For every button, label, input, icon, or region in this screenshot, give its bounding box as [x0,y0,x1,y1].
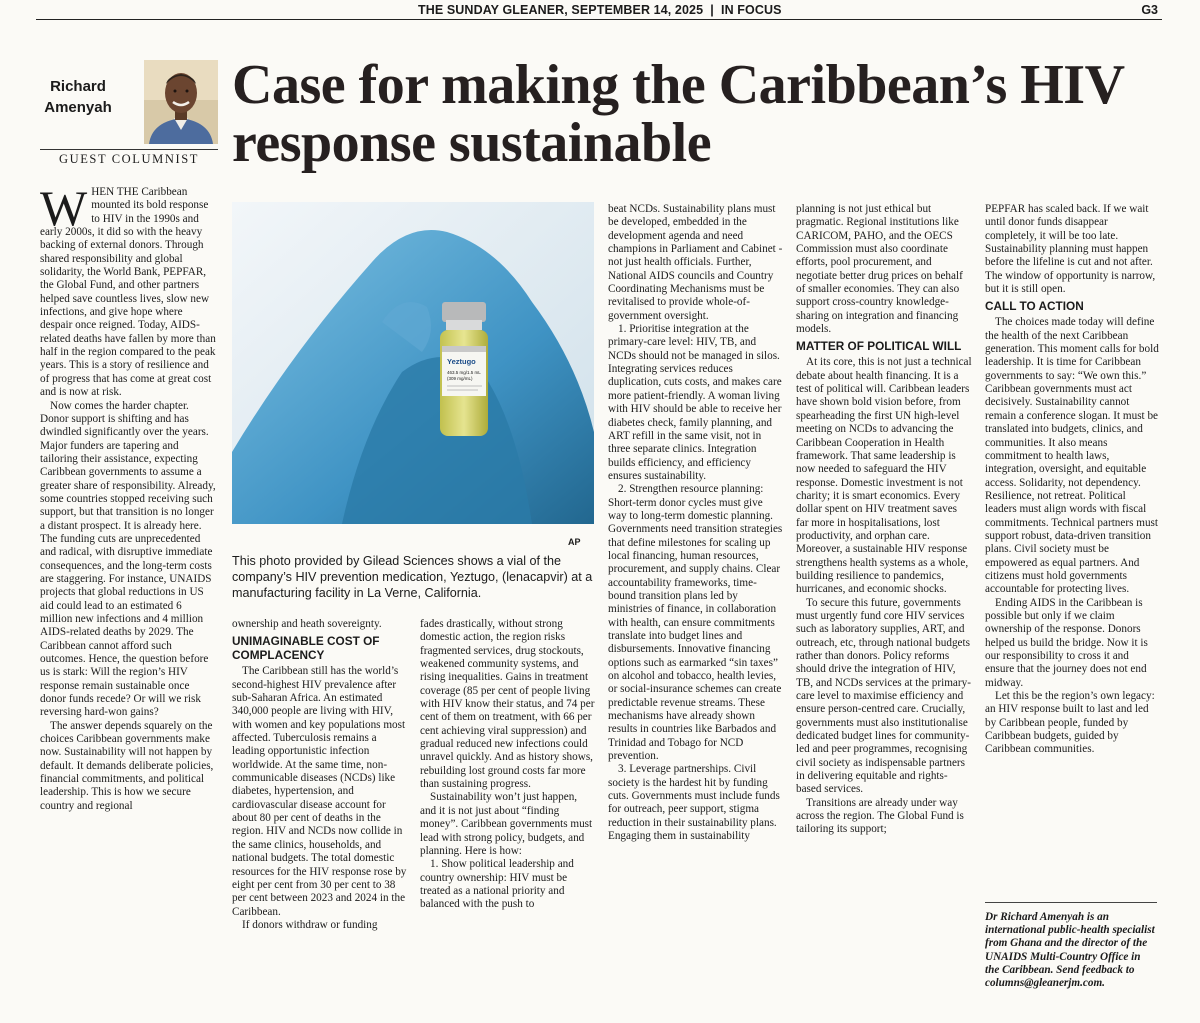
column-6 [985,203,1159,757]
author-name [40,76,116,118]
photo-credit: AP [568,537,581,547]
byline [40,60,218,170]
author-role: GUEST COLUMNIST [40,149,218,167]
paragraph: Ending AIDS in the Caribbean is possible but only if we claim ownership of the response. Donors helped us build the bridge. Now it is our responsibility to cross it and ensure that the journey does not end midway. [985,596,1148,689]
page-header [36,2,1162,20]
subheading: CALL TO ACTION [985,299,1084,314]
author-photo [144,60,218,144]
vial-dose-text: 463.5 mg/1.5 mL [447,370,481,375]
subheading: MATTER OF POLITICAL WILL [796,339,962,354]
paragraph: 1. Show political leadership and country ownership: HIV must be treated as a national priority and balanced with the push to [420,858,574,911]
paragraph: To secure this future, governments must urgently fund core HIV services such as laboratory supplies, ART, and outreach, etc, through national budgets rather than donors. Policy reforms should drive the integration of HIV, TB, and NCDs services at the primary-care level to maximise efficiency and ensure person-centred care. Crucially, governments must also institutionalise dedicated budget lines for community-led and peer programmes, recognising civil society as indispensable partners in delivering equitable and rights-based services. [796,596,971,796]
author-first-name: Richard [50,78,106,95]
drop-cap: W [40,180,88,236]
lead-paragraph [40,180,216,400]
paragraph: If donors withdraw or funding [242,918,378,931]
vial-dose-text-2: (309 mg/mL) [447,376,473,381]
paragraph: The Caribbean still has the world’s second-highest HIV prevalence after sub-Saharan Africa. An estimated 340,000 people are living with HIV, with women and key populations most affected. Tuberculosis remains a leading opportunistic infection worldwide. At the same time, non-communicable diseases (NCDs) like diabetes, hypertension, and cardiovascular disease account for about 80 per cent of deaths in the region. HIV and NCDs now collide in the same clinics, households, and national budgets. The total domestic resources for the HIV response rose by eight per cent from 30 per cent to 38 per cent between 2023 and 2024 in the Caribbean. [232,665,407,918]
paragraph: beat NCDs. Sustainability plans must be developed, embedded in the development agenda and need champions in Parliament and Cabinet - not just health officials. Further, National AIDS councils and Country Coordinating Mechanisms must be revitalised to provide whole-of-government oversight. [608,203,783,322]
paragraph: The answer depends squarely on the choices Caribbean governments make now. Sustainability will not happen by default. It demands deliberate policies, financial commitments, and political leadership. This is how we secure country and regional [40,719,214,812]
paragraph: 3. Leverage partnerships. Civil society is the hardest hit by funding cuts. Governments must include funds for outreach, peer support, stigma reduction in their sustainability plans. Engaging them in sustainability [608,763,780,843]
column-1 [40,180,216,813]
column-4 [608,203,784,844]
paragraph: planning is not just ethical but pragmatic. Regional institutions like CARICOM, PAHO, and the OECS Commission must also coordinate efforts, pool procurement, and negotiate better drug prices on behalf of smaller economies. They can also support cross-country knowledge-sharing on integration and financing models. [796,203,963,336]
paragraph: At its core, this is not just a technical debate about health financing. It is a test of political will. Caribbean leaders have shown bold vision before, from spearheading the first UN high-level meeting on NCDs to advancing the Caribbean Cooperation in Health framework. That same leadership is now needed to safeguard the HIV response. Domestic investment is not charity; it is smart economics. Every dollar spent on HIV treatment saves far more in hospitalisations, lost productivity, and orphan care. Moreover, a sustainable HIV response strengthens health systems as a whole, building resilience to pandemics, hurricanes, and economic shocks. [796,356,972,596]
lead-paragraph-text: HEN THE Caribbean mounted its bold response to HIV in the 1990s and early 2000s, it did so with the heavy backing of external donors. Through shared responsibility and global solidarity, the World Bank, PEPFAR, the Global Fund, and other partners helped save countless lives, slow new infections, and give hope where despair once reigned. Today, AIDS-related deaths have fallen by more than half in the region compared to the peak years. This is a story of resilience and of progress that has come at great cost and is now at risk. [40,186,216,399]
author-bio: Dr Richard Amenyah is an international public-health specialist from Ghana and the director of the UNAIDS Multi-Country Office in the Caribbean. Send feedback to columns@gleanerjm.com. [985,902,1157,990]
paragraph: Let this be the region’s own legacy: an HIV response built to last and led by Caribbean people, funded by Caribbean budgets, guided by Caribbean communities. [985,690,1155,756]
article-photo [232,202,594,524]
page-number: G3 [1141,3,1158,17]
column-5 [796,203,972,837]
headline: Case for making the Caribbean’s HIV response sustainable [232,54,1124,174]
paragraph: PEPFAR has scaled back. If we wait until donor funds disappear completely, it will be too late. Sustainability planning must happen before the lifeline is cut and not after. The window of opportunity is narrow, but it is still open. [985,203,1156,296]
paragraph: The choices made today will define the health of the next Caribbean generation. This moment calls for bold leadership. It is time for Caribbean governments to say: “We own this.” Caribbean governments must act decisively. Sustainability cannot remain a conference slogan. It must be translated into budgets, clinics, and communities. It also means commitment to health laws, integration, oversight, and equitable access. Solidarity, not dependency. Resilience, not retreat. Political leaders must align words with fiscal commitments. Technical partners must support robust, data-driven transition plans. Civil society must be empowered as equal partners. And citizens must hold governments accountable for protecting lives. [985,316,1159,596]
column-3 [420,618,596,912]
paragraph: Sustainability won’t just happen, and it is not just about “finding money”. Caribbean governments must lead with strong policy, budgets, and planning. Here is how: [420,791,593,857]
vial-label-text: Yeztugo [447,357,476,366]
paragraph: Now comes the harder chapter. Donor support is shifting and has dwindled significantly over the years. Major funders are tapering and tailoring their assistance, expecting Caribbean governments to assume a greater share of responsibility. Already, some countries stopped receiving such support, but that transition is no longer a distant prospect. It is already here. The funding cuts are unprecedented and radical, with disruptive immediate consequences, and the long-term costs are staggering. For instance, UNAIDS projects that global reductions in US aid could lead to an estimated 6 million new infections and 4 million AIDS-related deaths by 2029. The Caribbean cannot afford such outcomes. Hence, the question before us is stark: Will the region’s HIV response remain sustainable once donor funds recede? Or will we risk reversing hard-won gains? [40,399,216,719]
paragraph: ownership and heath sovereignty. [232,618,382,630]
photo-caption: This photo provided by Gilead Sciences shows a vial of the company’s HIV prevention medication, Yeztugo, (lenacapvir) at a manufacturing facility in La Verne, California. [232,554,593,600]
author-last-name: Amenyah [44,99,112,116]
masthead: THE SUNDAY GLEANER, SEPTEMBER 14, 2025 | IN FOCUS [418,3,782,17]
paragraph: fades drastically, without strong domestic action, the region risks fragmented services, drug stockouts, weakened community systems, and rising inequalities. Gains in treatment coverage (85 per cent of people living with HIV know their status, and 74 per cent of them on treatment, with 66 per cent achieving viral suppression) and gradual reduced new infections could unravel quickly. And as history shows, rebuilding lost ground costs far more than sustaining progress. [420,618,595,791]
paragraph: 2. Strengthen resource planning: Short-term donor cycles must give way to long-term domestic planning. Governments need transition strategies that define milestones for scaling up local financing, human resources, procurement, and supply chains. Clear accountability frameworks, time-bound transition plans led by ministries of finance, in collaboration with health, can ensure commitments translate into budget lines and disbursements. Innovative financing options such as earmarked “sin taxes” on alcohol and tobacco, health levies, or social-insurance schemes can create predictable revenue streams. These mechanisms have already shown results in countries like Barbados and Trinidad and Tobago for NCD prevention. [608,483,783,763]
subheading: UNIMAGINABLE COST OF COMPLACENCY [232,634,380,663]
paragraph: Transitions are already under way across the region. The Global Fund is tailoring its support; [796,796,964,836]
column-2 [232,618,408,932]
paragraph: 1. Prioritise integration at the primary-care level: HIV, TB, and NCDs should not be managed in silos. Integrating services reduces duplication, cuts costs, and makes care more patient-friendly. A woman living with HIV should be able to receive her diabetes check, family planning, and ART refill in the same visit, not in three separate clinics. Integration builds efficiency, and efficiency ensures sustainability. [608,323,782,482]
